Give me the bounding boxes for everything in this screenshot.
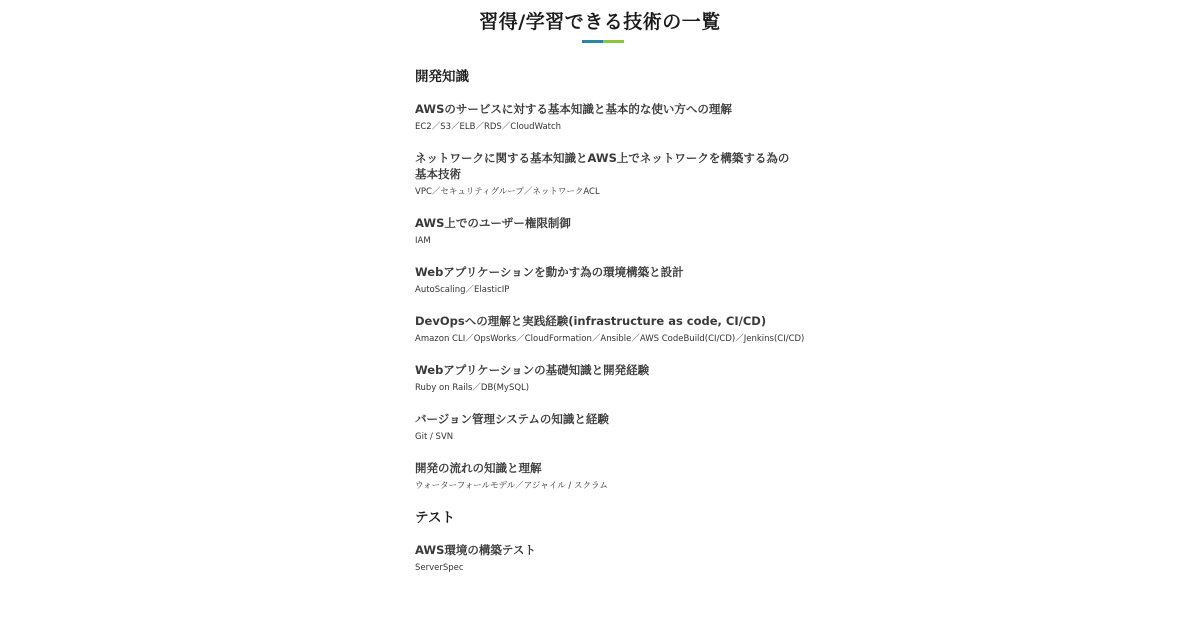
list-item [415, 362, 795, 394]
item-title: Webアプリケーションを動かす為の環境構築と設計 [415, 265, 684, 279]
section-heading-testing: テスト [415, 510, 455, 526]
list-item [415, 460, 795, 492]
item-technologies: VPC／セキュリティグループ／ネットワークACL [415, 187, 600, 197]
item-title: 開発の流れの知識と理解 [415, 461, 542, 475]
list-item [415, 150, 795, 198]
item-title: AWSのサービスに対する基本知識と基本的な使い方への理解 [415, 102, 732, 116]
page-title: 習得/学習できる技術の一覧 [479, 11, 721, 33]
list-item [415, 542, 795, 574]
item-technologies: Amazon CLI／OpsWorks／CloudFormation／Ansible／AWS CodeBuild(CI/CD)／Jenkins(CI/CD) [415, 334, 805, 344]
section-heading-development: 開発知識 [415, 69, 469, 85]
item-title: AWS環境の構築テスト [415, 543, 536, 557]
list-item [415, 101, 795, 133]
item-technologies: AutoScaling／ElasticIP [415, 285, 510, 295]
item-technologies: ServerSpec [415, 563, 464, 573]
list-item [415, 215, 795, 247]
item-title: Webアプリケーションの基礎知識と開発経験 [415, 363, 650, 377]
title-underline [582, 40, 624, 43]
skill-list [415, 68, 805, 591]
item-title: ネットワークに関する基本知識とAWS上でネットワークを構築する為の基本技術 [415, 151, 790, 181]
item-technologies: ウォーターフォールモデル／アジャイル / スクラム [415, 481, 608, 491]
title-underline-green [603, 40, 624, 43]
item-title: バージョン管理システムの知識と経験 [415, 412, 609, 426]
item-technologies: Git / SVN [415, 432, 454, 442]
list-item [415, 313, 805, 345]
list-item [415, 264, 795, 296]
item-title: DevOpsへの理解と実践経験(infrastructure as code, CI/CD) [415, 314, 767, 328]
item-technologies: Ruby on Rails／DB(MySQL) [415, 383, 530, 393]
item-technologies: EC2／S3／ELB／RDS／CloudWatch [415, 122, 562, 132]
list-item [415, 411, 795, 443]
title-underline-blue [582, 40, 603, 43]
item-technologies: IAM [415, 236, 431, 246]
item-title: AWS上でのユーザー権限制御 [415, 216, 571, 230]
